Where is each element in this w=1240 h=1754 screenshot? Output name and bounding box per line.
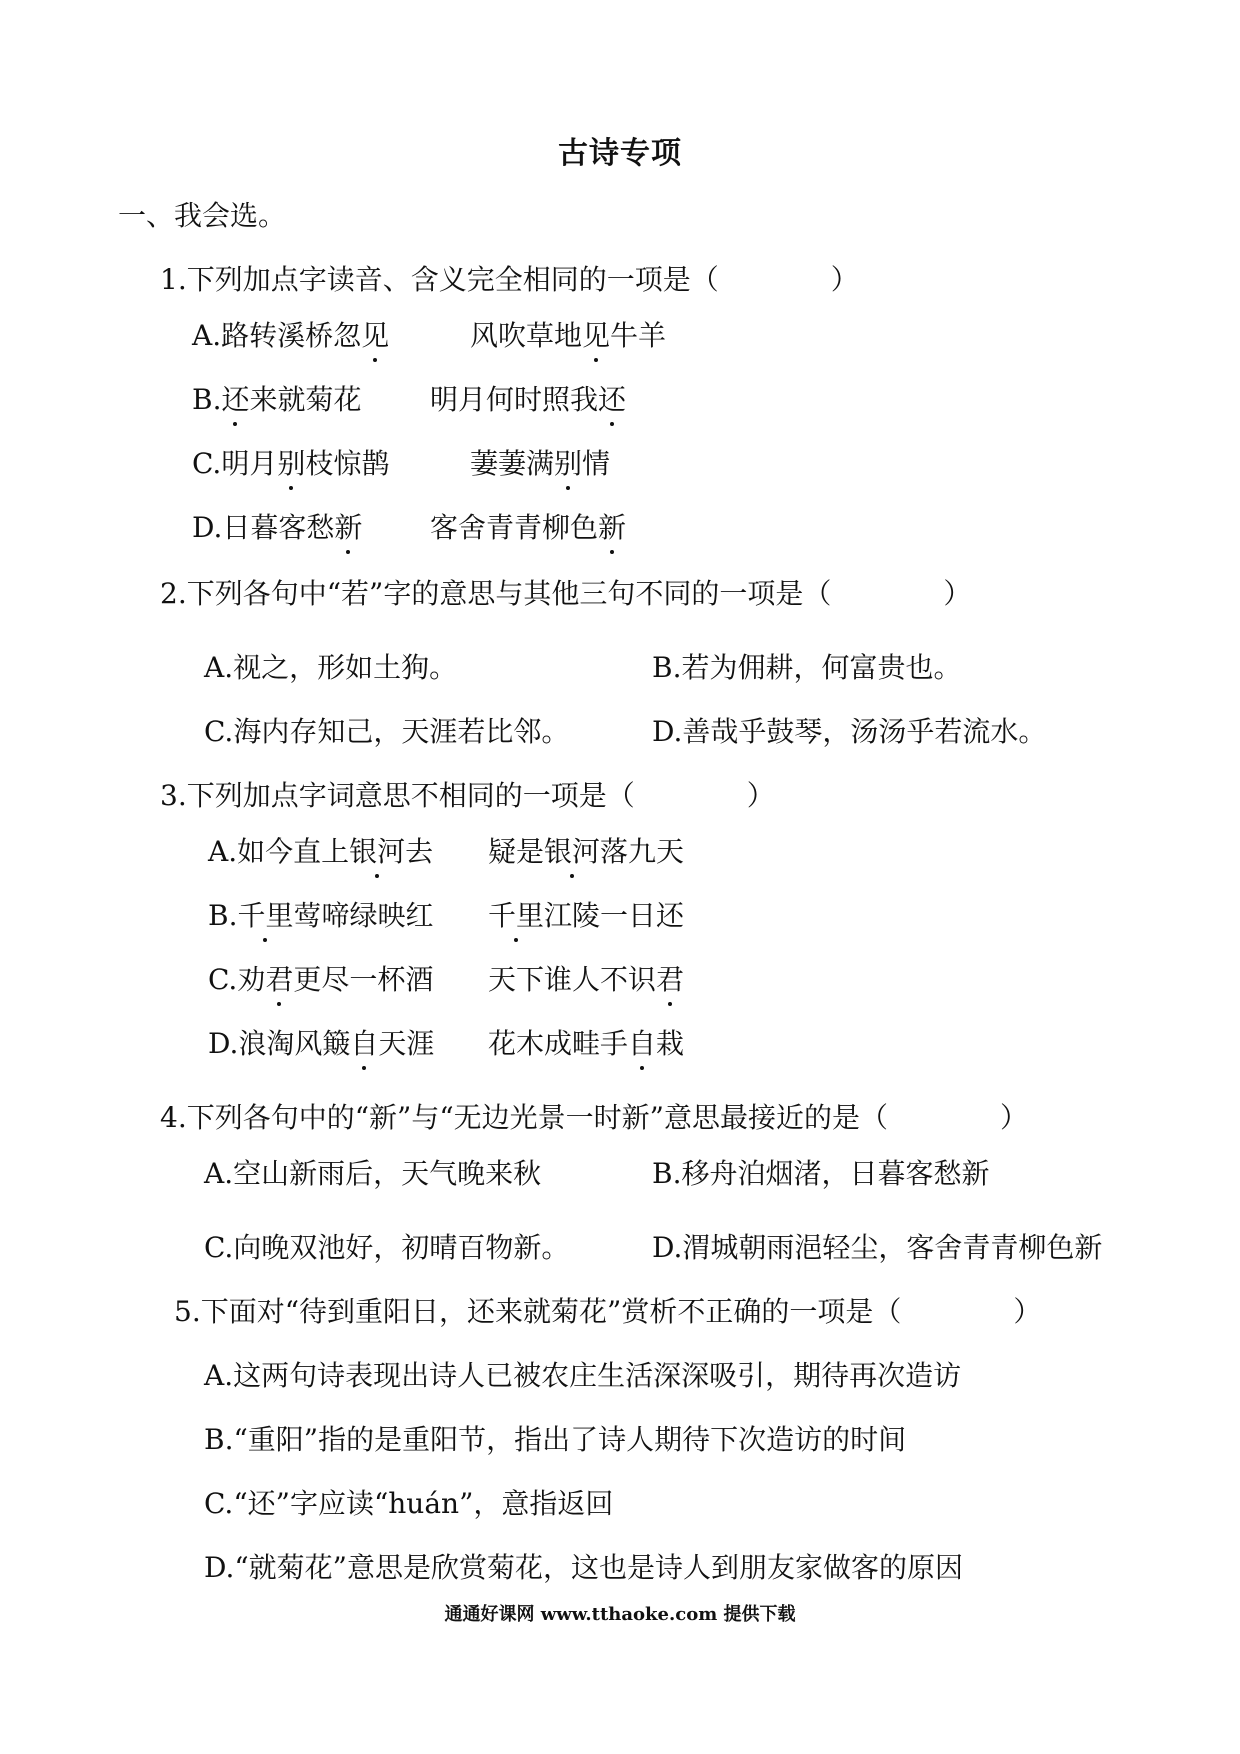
question-3-option-c-second [488,960,684,1000]
question-1-option-a [192,316,389,356]
question-3-stem: 3.下列加点字词意思不相同的一项是（ ） [160,779,775,812]
question-2-option-a: A.视之，形如土狗。 [204,651,458,684]
dotted-char: 别 [554,444,582,484]
dotted-char: 别 [277,444,305,484]
question-1-stem: 1.下列加点字读音、含义完全相同的一项是（ ） [160,263,859,296]
question-3-option-c [208,960,433,1000]
footer-credit: 通通好课网 www.tthaoke.com 提供下载 [444,1604,796,1625]
question-5-option-c: C.“还”字应读“huán”，意指返回 [204,1487,614,1520]
question-4-option-d: D.渭城朝雨浥轻尘，客舍青青柳色新 [652,1231,1103,1264]
question-4-stem: 4.下列各句中的“新”与“无边光景一时新”意思最接近的是（ ） [160,1101,1028,1134]
dotted-char: 见 [582,316,610,356]
question-1-option-d-second [430,508,626,548]
option-text: 栽 [656,1027,685,1060]
question-4-option-a: A.空山新雨后，天气晚来秋 [204,1157,542,1190]
dotted-char: 自 [628,1024,656,1064]
question-1-option-b [192,380,362,420]
question-4-option-b: B.移舟泊烟渚，日暮客愁新 [652,1157,990,1190]
option-text: 天下谁人不识 [488,963,657,996]
question-3-option-a [208,832,433,872]
question-5-option-b: B.“重阳”指的是重阳节，指出了诗人期待下次造访的时间 [204,1423,907,1456]
question-2-option-c: C.海内存知己，天涯若比邻。 [204,715,570,748]
question-5-stem: 5.下面对“待到重阳日，还来就菊花”赏析不正确的一项是（ ） [174,1295,1042,1328]
question-1-option-c [192,444,389,484]
option-text: 来就菊花 [249,383,362,416]
option-text: D.日暮客愁 [192,511,335,544]
dotted-char: 还 [221,380,249,420]
option-text: 枝惊鹊 [305,447,390,480]
question-5-option-d: D.“就菊花”意思是欣赏菊花，这也是诗人到朋友家做客的原因 [204,1551,963,1584]
dotted-char: 还 [598,380,626,420]
question-3-option-a-second [488,832,684,872]
question-1-option-c-second [470,444,610,484]
option-text: 情 [582,447,611,480]
question-3-option-b [208,896,434,936]
question-1-option-a-second [470,316,666,356]
dotted-char: 新 [334,508,362,548]
option-text: 风吹草地 [470,319,583,352]
dotted-char: 银河 [349,832,405,872]
question-1-option-d [192,508,362,548]
option-text: 江陵一日还 [544,899,685,932]
option-text: B. [208,899,238,932]
option-text: 去 [405,835,434,868]
question-2-option-d: D.善哉乎鼓琴，汤汤乎若流水。 [652,715,1047,748]
question-3-option-d [208,1024,434,1064]
question-4-option-c: C.向晚双池好，初晴百物新。 [204,1231,570,1264]
question-2-option-b: B.若为佣耕，何富贵也。 [652,651,962,684]
option-text: A.路转溪桥忽 [192,319,362,352]
question-1-option-b-second [430,380,626,420]
option-text: 落九天 [600,835,685,868]
dotted-char: 见 [361,316,389,356]
option-text: 更尽一杯酒 [293,963,434,996]
question-3-option-d-second [488,1024,684,1064]
option-text: 莺啼绿映红 [293,899,434,932]
question-5-option-a: A.这两句诗表现出诗人已被农庄生活深深吸引，期待再次造访 [204,1359,962,1392]
option-text: C.明月 [192,447,278,480]
dotted-char: 银河 [544,832,600,872]
question-3-option-b-second [488,896,684,936]
section-heading: 一、我会选。 [118,199,287,232]
option-text: D.浪淘风簸 [208,1027,351,1060]
option-text: 天涯 [378,1027,435,1060]
dotted-char: 千里 [237,896,293,936]
option-text: 疑是 [488,835,545,868]
dotted-char: 新 [598,508,626,548]
option-text: 明月何时照我 [430,383,599,416]
dotted-char: 君 [265,960,293,1000]
option-text: 客舍青青柳色 [430,511,599,544]
question-2-stem: 2.下列各句中“若”字的意思与其他三句不同的一项是（ ） [160,577,972,610]
dotted-char: 君 [656,960,684,1000]
page-title: 古诗专项 [558,136,682,171]
dotted-char: 千里 [488,896,544,936]
option-text: A.如今直上 [208,835,350,868]
option-text: 萋萋满 [470,447,555,480]
option-text: 花木成畦手 [488,1027,629,1060]
option-text: C.劝 [208,963,266,996]
option-text: B. [192,383,222,416]
dotted-char: 自 [350,1024,378,1064]
option-text: 牛羊 [610,319,667,352]
